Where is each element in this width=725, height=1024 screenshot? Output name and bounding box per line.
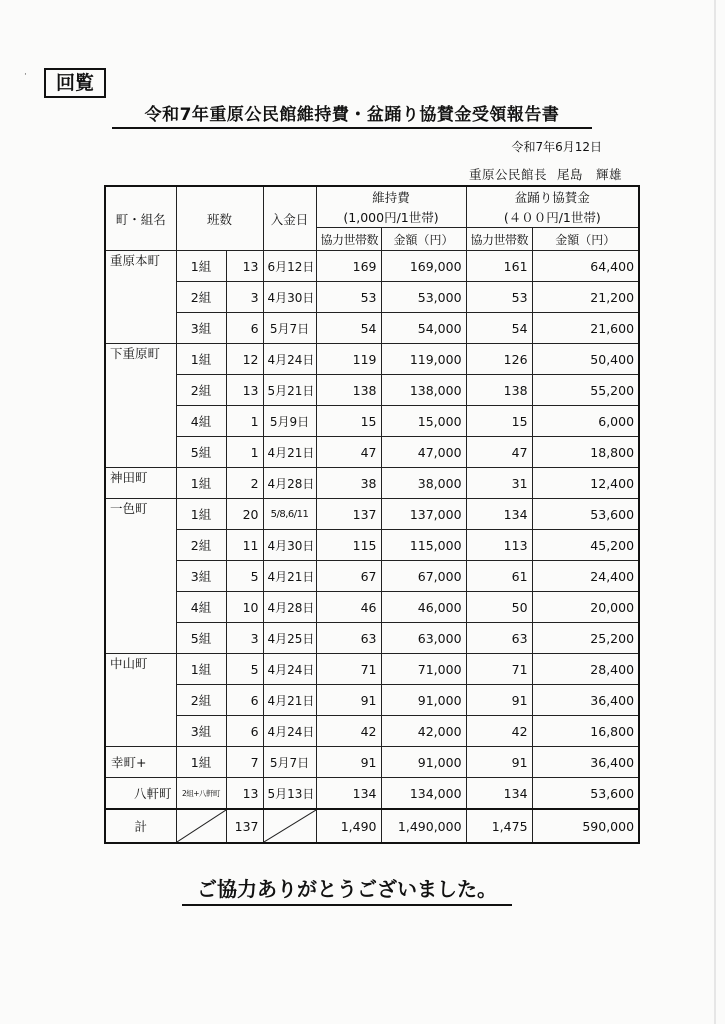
total-m-amount: 1,490,000 xyxy=(381,809,466,843)
cell-date: 5月21日 xyxy=(263,375,316,406)
total-label: 計 xyxy=(105,809,176,843)
cell-date: 6月12日 xyxy=(263,251,316,282)
cell-b-households: 53 xyxy=(466,282,532,313)
report-date: 令和7年6月12日 xyxy=(511,140,602,154)
cell-han: 1 xyxy=(226,406,263,437)
header-b-households: 協力世帯数 xyxy=(466,228,532,251)
cell-m-amount: 63,000 xyxy=(381,623,466,654)
header-maintenance-rate: (1,000円/1世帯) xyxy=(316,207,466,228)
cell-b-amount: 6,000 xyxy=(532,406,639,437)
cell-group: 3組 xyxy=(176,716,226,747)
table-row xyxy=(105,592,639,623)
table-row xyxy=(105,685,639,716)
cell-m-households: 42 xyxy=(316,716,381,747)
cell-han: 5 xyxy=(226,654,263,685)
cell-b-households: 50 xyxy=(466,592,532,623)
cell-m-households: 38 xyxy=(316,468,381,499)
total-row xyxy=(105,809,639,843)
cell-han: 13 xyxy=(226,778,263,810)
cell-han: 5 xyxy=(226,561,263,592)
cell-b-amount: 36,400 xyxy=(532,747,639,778)
town-name: 八軒町 xyxy=(105,778,176,810)
cell-date: 4月28日 xyxy=(263,468,316,499)
table-row xyxy=(105,623,639,654)
author-name: 尾島 輝雄 xyxy=(556,167,622,182)
cell-b-households: 126 xyxy=(466,344,532,375)
table-row xyxy=(105,344,639,375)
cell-group: 2組 xyxy=(176,282,226,313)
table-row xyxy=(105,499,639,530)
cell-m-households: 47 xyxy=(316,437,381,468)
cell-b-amount: 25,200 xyxy=(532,623,639,654)
cell-b-amount: 21,600 xyxy=(532,313,639,344)
cell-m-amount: 54,000 xyxy=(381,313,466,344)
cell-group: 2組+八軒町 xyxy=(176,778,226,810)
table-row xyxy=(105,406,639,437)
cell-group: 2組 xyxy=(176,530,226,561)
cell-m-amount: 119,000 xyxy=(381,344,466,375)
cell-date: 4月24日 xyxy=(263,716,316,747)
cell-group: 1組 xyxy=(176,654,226,685)
cell-m-amount: 47,000 xyxy=(381,437,466,468)
cell-han: 6 xyxy=(226,313,263,344)
cell-han: 20 xyxy=(226,499,263,530)
cell-m-amount: 38,000 xyxy=(381,468,466,499)
cell-group: 4組 xyxy=(176,592,226,623)
cell-b-amount: 28,400 xyxy=(532,654,639,685)
cell-group: 1組 xyxy=(176,499,226,530)
cell-b-amount: 24,400 xyxy=(532,561,639,592)
cell-group: 4組 xyxy=(176,406,226,437)
cell-b-households: 54 xyxy=(466,313,532,344)
cell-date: 5月7日 xyxy=(263,747,316,778)
cell-m-amount: 46,000 xyxy=(381,592,466,623)
cell-group: 2組 xyxy=(176,685,226,716)
table-row xyxy=(105,437,639,468)
cell-han: 2 xyxy=(226,468,263,499)
town-name: 中山町 xyxy=(105,654,176,747)
cell-han: 6 xyxy=(226,716,263,747)
cell-m-amount: 138,000 xyxy=(381,375,466,406)
total-b-amount: 590,000 xyxy=(532,809,639,843)
cell-han: 3 xyxy=(226,282,263,313)
cell-b-amount: 12,400 xyxy=(532,468,639,499)
cell-b-households: 71 xyxy=(466,654,532,685)
cell-han: 1 xyxy=(226,437,263,468)
cell-han: 12 xyxy=(226,344,263,375)
report-table xyxy=(104,185,640,844)
table-row xyxy=(105,747,639,778)
cell-b-households: 31 xyxy=(466,468,532,499)
cell-m-households: 67 xyxy=(316,561,381,592)
cell-m-households: 119 xyxy=(316,344,381,375)
cell-b-households: 134 xyxy=(466,778,532,810)
table-row xyxy=(105,716,639,747)
cell-m-households: 46 xyxy=(316,592,381,623)
cell-han: 3 xyxy=(226,623,263,654)
cell-date: 5月7日 xyxy=(263,313,316,344)
header-deposit-date: 入金日 xyxy=(263,186,316,251)
cell-m-amount: 91,000 xyxy=(381,685,466,716)
cell-group: 5組 xyxy=(176,437,226,468)
cell-b-households: 161 xyxy=(466,251,532,282)
cell-b-households: 113 xyxy=(466,530,532,561)
cell-m-amount: 91,000 xyxy=(381,747,466,778)
cell-b-households: 42 xyxy=(466,716,532,747)
cell-group: 1組 xyxy=(176,251,226,282)
table-row xyxy=(105,313,639,344)
cell-b-amount: 53,600 xyxy=(532,499,639,530)
cell-b-amount: 21,200 xyxy=(532,282,639,313)
town-name: 神田町 xyxy=(105,468,176,499)
cell-m-households: 169 xyxy=(316,251,381,282)
cell-b-amount: 16,800 xyxy=(532,716,639,747)
town-name: 下重原町 xyxy=(105,344,176,468)
cell-m-amount: 53,000 xyxy=(381,282,466,313)
total-han: 137 xyxy=(226,809,263,843)
cell-m-households: 15 xyxy=(316,406,381,437)
cell-han: 13 xyxy=(226,251,263,282)
cell-m-households: 134 xyxy=(316,778,381,810)
header-m-amount: 金額（円） xyxy=(381,228,466,251)
table-row xyxy=(105,375,639,406)
cell-han: 11 xyxy=(226,530,263,561)
author-position: 重原公民館長 xyxy=(468,167,547,182)
table-header xyxy=(105,186,639,251)
cell-group: 1組 xyxy=(176,468,226,499)
cell-m-households: 115 xyxy=(316,530,381,561)
cell-b-amount: 64,400 xyxy=(532,251,639,282)
cell-date: 5月13日 xyxy=(263,778,316,810)
scan-speck: · xyxy=(24,70,27,80)
total-b-households: 1,475 xyxy=(466,809,532,843)
cell-b-households: 61 xyxy=(466,561,532,592)
header-bon-rate: (４００円/1世帯) xyxy=(466,207,639,228)
cell-date: 4月28日 xyxy=(263,592,316,623)
table-row xyxy=(105,251,639,282)
cell-m-amount: 134,000 xyxy=(381,778,466,810)
cell-date: 4月21日 xyxy=(263,437,316,468)
cell-b-households: 15 xyxy=(466,406,532,437)
cell-m-amount: 115,000 xyxy=(381,530,466,561)
cell-date: 4月30日 xyxy=(263,282,316,313)
author-line xyxy=(440,165,622,183)
table-row xyxy=(105,282,639,313)
cell-b-households: 91 xyxy=(466,747,532,778)
total-date-slash-cell xyxy=(263,809,316,843)
cell-m-amount: 169,000 xyxy=(381,251,466,282)
header-town-group: 町・組名 xyxy=(105,186,176,251)
total-slash-cell xyxy=(176,809,226,843)
cell-m-amount: 15,000 xyxy=(381,406,466,437)
cell-b-amount: 36,400 xyxy=(532,685,639,716)
cell-b-amount: 55,200 xyxy=(532,375,639,406)
cell-date: 4月21日 xyxy=(263,685,316,716)
cell-group: 1組 xyxy=(176,747,226,778)
town-name: 一色町 xyxy=(105,499,176,654)
total-m-households: 1,490 xyxy=(316,809,381,843)
cell-b-households: 91 xyxy=(466,685,532,716)
cell-b-households: 63 xyxy=(466,623,532,654)
cell-date: 5/8,6/11 xyxy=(263,499,316,530)
cell-date: 4月24日 xyxy=(263,654,316,685)
cell-group: 1組 xyxy=(176,344,226,375)
header-m-households: 協力世帯数 xyxy=(316,228,381,251)
cell-m-amount: 67,000 xyxy=(381,561,466,592)
table-row xyxy=(105,778,639,810)
scan-edge xyxy=(714,0,716,1024)
header-bon: 盆踊り協賛金 xyxy=(466,186,639,207)
table-body xyxy=(105,251,639,810)
cell-b-amount: 50,400 xyxy=(532,344,639,375)
cell-m-households: 63 xyxy=(316,623,381,654)
cell-b-amount: 20,000 xyxy=(532,592,639,623)
cell-group: 3組 xyxy=(176,561,226,592)
cell-b-households: 47 xyxy=(466,437,532,468)
table-row xyxy=(105,468,639,499)
cell-m-amount: 137,000 xyxy=(381,499,466,530)
table-row xyxy=(105,654,639,685)
cell-han: 7 xyxy=(226,747,263,778)
cell-han: 6 xyxy=(226,685,263,716)
cell-b-households: 138 xyxy=(466,375,532,406)
cell-b-amount: 45,200 xyxy=(532,530,639,561)
header-han-count: 班数 xyxy=(176,186,263,251)
cell-m-households: 91 xyxy=(316,685,381,716)
diagonal-slash xyxy=(264,810,316,842)
cell-m-amount: 42,000 xyxy=(381,716,466,747)
thanks-message: ご協力ありがとうございました。 xyxy=(182,873,512,906)
cell-m-households: 138 xyxy=(316,375,381,406)
cell-date: 4月24日 xyxy=(263,344,316,375)
cell-m-households: 54 xyxy=(316,313,381,344)
cell-date: 4月30日 xyxy=(263,530,316,561)
cell-m-households: 53 xyxy=(316,282,381,313)
cell-group: 5組 xyxy=(176,623,226,654)
document-title: 令和7年重原公民館維持費・盆踊り協賛金受領報告書 xyxy=(112,100,592,129)
cell-date: 5月9日 xyxy=(263,406,316,437)
cell-b-amount: 53,600 xyxy=(532,778,639,810)
header-b-amount: 金額（円） xyxy=(532,228,639,251)
cell-m-households: 137 xyxy=(316,499,381,530)
cell-m-amount: 71,000 xyxy=(381,654,466,685)
town-name: 幸町+ xyxy=(105,747,176,778)
diagonal-slash xyxy=(177,810,226,842)
cell-han: 13 xyxy=(226,375,263,406)
circulation-stamp: 回覧 xyxy=(44,68,106,98)
table-row xyxy=(105,530,639,561)
header-maintenance: 維持費 xyxy=(316,186,466,207)
town-name: 重原本町 xyxy=(105,251,176,344)
cell-group: 3組 xyxy=(176,313,226,344)
cell-group: 2組 xyxy=(176,375,226,406)
cell-m-households: 91 xyxy=(316,747,381,778)
cell-date: 4月21日 xyxy=(263,561,316,592)
table-row xyxy=(105,561,639,592)
cell-m-households: 71 xyxy=(316,654,381,685)
cell-han: 10 xyxy=(226,592,263,623)
cell-b-households: 134 xyxy=(466,499,532,530)
cell-date: 4月25日 xyxy=(263,623,316,654)
cell-b-amount: 18,800 xyxy=(532,437,639,468)
